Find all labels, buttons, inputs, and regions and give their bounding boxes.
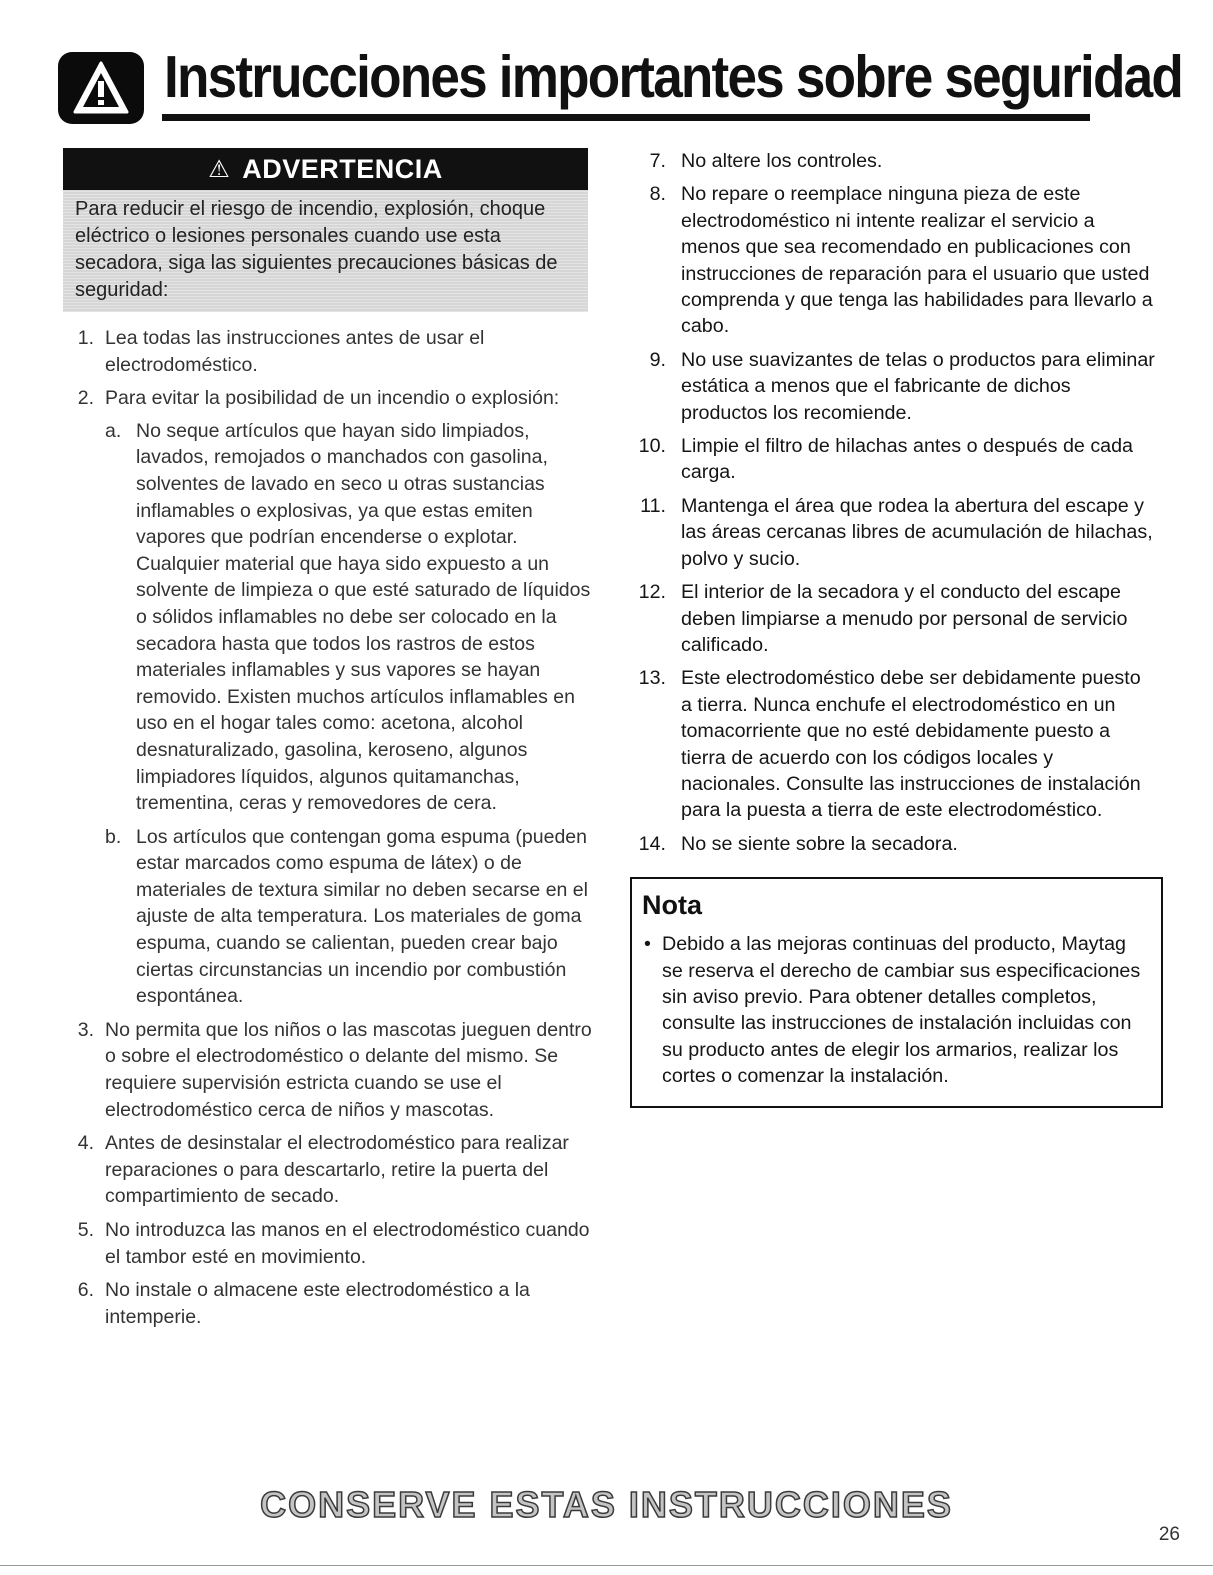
list-item <box>636 831 1156 857</box>
item-text: No permita que los niños o las mascotas jueguen dentro o sobre el electrodoméstico o delante del mismo. Se requiere supervisión estricta cuando se use el electrodoméstico cerca de niños y mascotas. <box>105 1018 592 1121</box>
item-text: Para evitar la posibilidad de un incendio o explosión: <box>105 387 560 410</box>
item-number: 8. <box>649 183 666 206</box>
item-number: 14. <box>638 832 666 855</box>
item-text: Lea todas las instrucciones antes de usar el electrodoméstico. <box>105 327 485 376</box>
list-item <box>60 1017 595 1123</box>
item-text: No repare o reemplace ninguna pieza de este electrodoméstico ni intente realizar el servicio a menos que sea recomendado en publicaciones con instrucciones de reparación para el usuario que usted comprenda y que tenga las habilidades para llevarlo a cabo. <box>681 183 1153 338</box>
warning-text: Para reducir el riesgo de incendio, explosión, choque eléctrico o lesiones personales cuando use esta secadora, siga las siguientes precauciones básicas de seguridad: <box>63 190 588 312</box>
sub-list <box>105 418 595 1010</box>
list-item <box>636 181 1156 339</box>
sub-list-item <box>105 824 595 1010</box>
sub-item-text: Los artículos que contengan goma espuma (pueden estar marcados como espuma de látex) o de materiales de textura similar no deben secarse en el ajuste de alta temperatura. Los materiales de goma espuma, cuando se calientan, pueden crear bajo ciertas circunstancias un incendio por combustión espontánea. <box>136 825 588 1008</box>
item-number: 6. <box>77 1279 94 1302</box>
warning-triangle-icon: ⚠ <box>208 155 231 183</box>
list-item <box>60 1277 595 1330</box>
item-number: 12. <box>638 581 666 604</box>
list-item <box>636 148 1156 174</box>
warning-box <box>63 148 588 312</box>
warning-heading <box>63 148 588 190</box>
item-number: 5. <box>77 1219 94 1241</box>
item-number: 1. <box>77 327 94 349</box>
item-number: 4. <box>77 1132 94 1155</box>
sub-item-letter: b. <box>105 825 122 848</box>
item-text: No introduzca las manos en el electrodoméstico cuando el tambor esté en movimiento. <box>105 1219 590 1268</box>
item-number: 3. <box>77 1018 94 1041</box>
note-box <box>630 877 1163 1107</box>
item-text: No se siente sobre la secadora. <box>681 832 958 855</box>
list-item <box>636 347 1156 426</box>
sub-list-item <box>105 418 595 817</box>
warning-triangle-icon <box>58 52 144 124</box>
note-title: Nota <box>642 890 702 921</box>
list-item <box>636 493 1156 572</box>
sub-item-text: No seque artículos que hayan sido limpiados, lavados, remojados o manchados con gasolina, solventes de lavado en seco u otras sustancias inflamables o explosivas, ya que estas emiten vapores que podrían encenderse o explotar. Cualquier material que haya sido expuesto a un solvente de limpieza o que esté saturado de líquidos o sólidos inflamables no debe ser colocado en la secadora hasta que todos los rastros de estos materiales inflamables y sus vapores se hayan removido. Existen muchos artículos inflamables en uso en el hogar tales como: acetona, alcohol desnaturalizado, gasolina, keroseno, algunos limpiadores líquidos, algunos quitamanchas, trementina, ceras y removedores de cera. <box>136 419 591 815</box>
item-text: El interior de la secadora y el conducto del escape deben limpiarse a menudo por personal de servicio calificado. <box>681 581 1128 656</box>
safety-list-left <box>60 325 595 1330</box>
item-text: No use suavizantes de telas o productos para eliminar estática a menos que el fabricante de dichos productos los recomiende. <box>681 348 1155 424</box>
item-number: 10. <box>638 435 666 458</box>
sub-item-letter: a. <box>105 419 122 442</box>
item-text: Este electrodoméstico debe ser debidamente puesto a tierra. Nunca enchufe el electrodoméstico en un tomacorriente que no esté debidamente puesto a tierra de acuerdo con los códigos locales y nacionales. Consulte las instrucciones de instalación para la puesta a tierra de este electrodoméstico. <box>681 667 1141 822</box>
list-item <box>60 1130 595 1210</box>
list-item <box>636 433 1156 486</box>
item-number: 11. <box>640 494 666 517</box>
list-item <box>636 665 1156 823</box>
right-column <box>636 148 1156 1108</box>
item-text: No instale o almacene este electrodoméstico a la intemperie. <box>105 1279 530 1328</box>
warning-heading-text: ADVERTENCIA <box>242 153 443 184</box>
footer-title: CONSERVE ESTAS INSTRUCCIONES <box>260 1484 953 1525</box>
item-number: 9. <box>649 348 666 371</box>
header-rule <box>162 114 1090 121</box>
safety-list-right <box>636 148 1156 857</box>
item-text: Antes de desinstalar el electrodoméstico para realizar reparaciones o para descartarlo, retire la puerta del compartimiento de secado. <box>105 1132 569 1208</box>
item-number: 2. <box>77 387 94 410</box>
page-number: 26 <box>1158 1524 1180 1545</box>
note-text: • Debido a las mejoras continuas del producto, Maytag se reserva el derecho de cambiar sus especificaciones sin aviso previo. Para obtener detalles completos, consulte las instrucciones de instalación incluidas con su producto antes de elegir los armarios, realizar los cortes o comenzar la instalación. <box>642 931 1147 1089</box>
list-item <box>60 325 595 378</box>
list-item <box>60 385 595 1010</box>
item-number: 13. <box>638 667 666 690</box>
item-number: 7. <box>649 150 666 172</box>
list-item <box>636 579 1156 658</box>
left-column <box>60 148 595 1337</box>
page-title: Instrucciones importantes sobre seguridad <box>164 44 1182 110</box>
list-item <box>60 1217 595 1270</box>
item-text: No altere los controles. <box>681 150 883 172</box>
page-header <box>58 36 1182 126</box>
item-text: Limpie el filtro de hilachas antes o después de cada carga. <box>681 435 1134 484</box>
bottom-rule <box>0 1565 1213 1566</box>
item-text: Mantenga el área que rodea la abertura del escape y las áreas cercanas libres de acumulación de hilachas, polvo y sucio. <box>681 494 1153 570</box>
